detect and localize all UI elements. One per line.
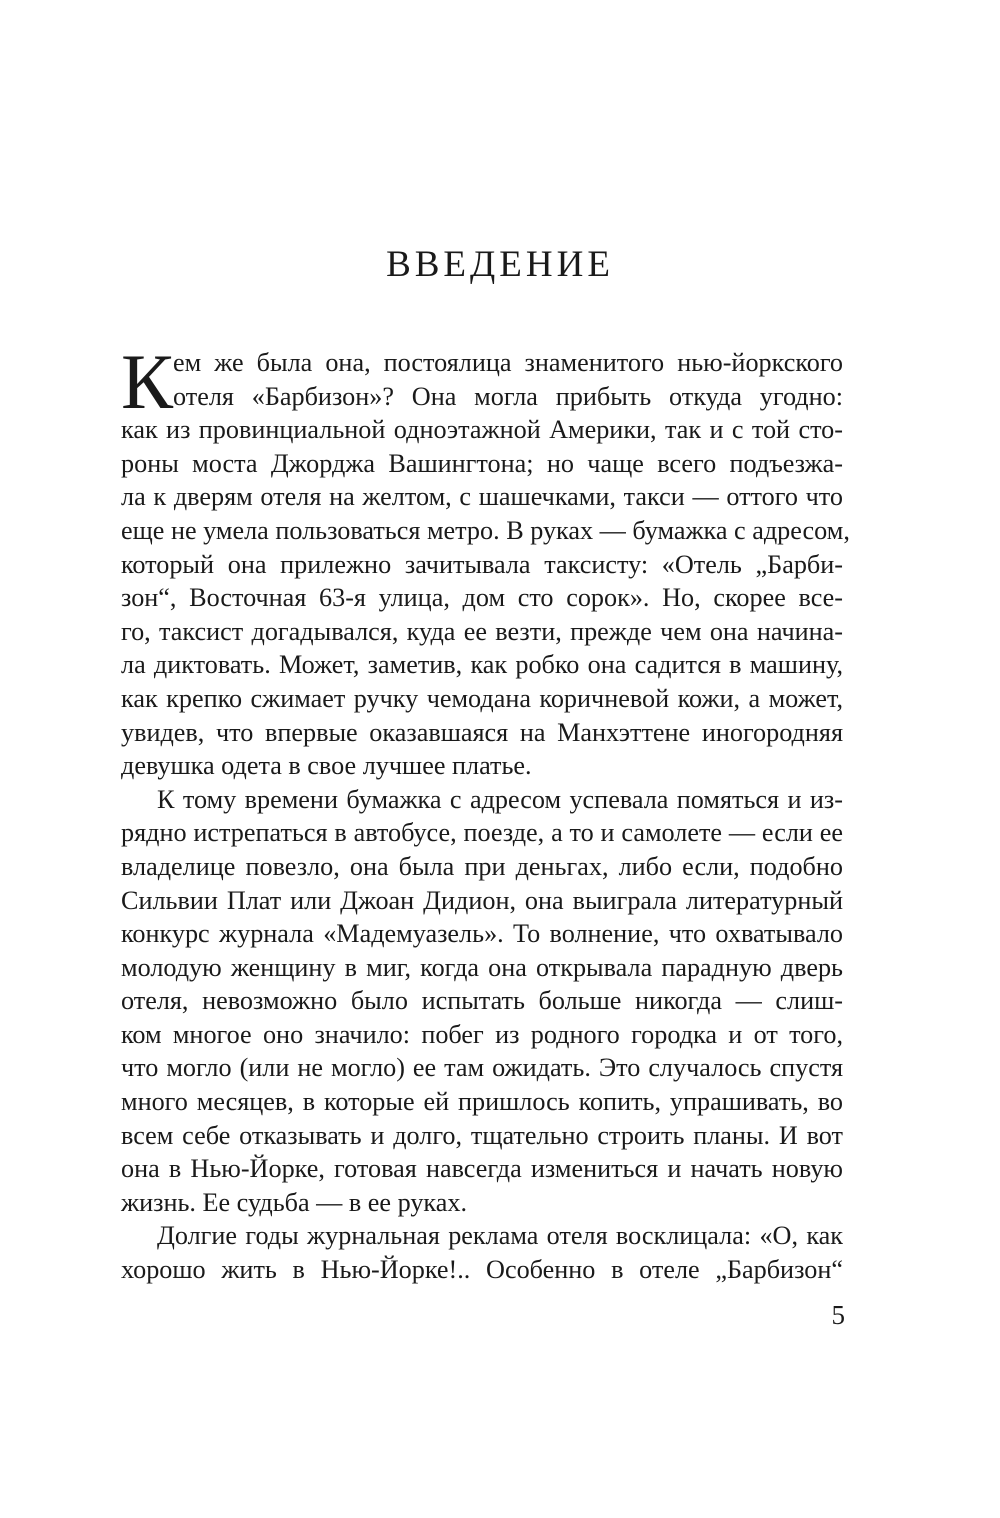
- text-line: хорошо жить в Нью-Йорке!.. Особенно в отеле „Барбизон“: [121, 1255, 843, 1285]
- text-line: К тому времени бумажка с адресом успевала помяться и из-: [157, 784, 843, 814]
- text-line: отеля, невозможно было испытать больше никогда — слиш-: [121, 986, 843, 1016]
- text-line: ем же была она, постоялица знаменитого нью-йоркского: [173, 348, 843, 377]
- text-line: увидев, что впервые оказавшаяся на Манхэттене иногородняя: [121, 717, 843, 747]
- page-number: 5: [831, 1300, 845, 1330]
- text-line: ла к дверям отеля на желтом, с шашечками, такси — оттого что: [121, 482, 843, 512]
- text-line: всем себе отказывать и долго, тщательно строить планы. И вот: [121, 1120, 843, 1150]
- text-line: много месяцев, в которые ей пришлось копить, упрашивать, во: [121, 1087, 843, 1117]
- text-line: Сильвии Плат или Джоан Дидион, она выиграла литературный: [121, 885, 843, 915]
- body-text: [121, 338, 850, 1287]
- paragraph-1: [121, 338, 850, 783]
- text-line: Долгие годы журнальная реклама отеля восклицала: «О, как: [157, 1221, 843, 1251]
- paragraph-2: [121, 783, 843, 1220]
- text-line: роны моста Джорджа Вашингтона; но чаще всего подъезжа-: [121, 448, 843, 478]
- text-line: который она прилежно зачитывала таксисту: «Отель „Барби-: [121, 549, 843, 579]
- chapter-title: ВВЕДЕНИЕ: [386, 244, 614, 285]
- text-line: жизнь. Ее судьба — в ее руках.: [121, 1187, 468, 1217]
- text-line: девушка одета в свое лучшее платье.: [121, 751, 532, 781]
- text-line: го, таксист догадывался, куда ее везти, прежде чем она начина-: [121, 616, 843, 646]
- text-line: она в Нью-Йорке, готовая навсегда измениться и начать новую: [121, 1154, 843, 1184]
- drop-cap: К: [121, 338, 174, 425]
- text-line: ла диктовать. Может, заметив, как робко она садится в машину,: [121, 650, 843, 680]
- text-line: как из провинциальной одноэтажной Америки, так и с той сто-: [121, 415, 843, 445]
- text-line: ком многое оно значило: побег из родного городка и от того,: [121, 1019, 843, 1049]
- paragraph-3: [121, 1219, 843, 1286]
- text-line: зон“, Восточная 63-я улица, дом сто сорок». Но, скорее все-: [121, 583, 843, 613]
- text-line: еще не умела пользоваться метро. В руках — бумажка с адресом,: [121, 515, 850, 545]
- text-line: молодую женщину в миг, когда она открывала парадную дверь: [121, 952, 843, 982]
- text-line: конкурс журнала «Мадемуазель». То волнение, что охватывало: [121, 919, 843, 949]
- text-line: рядно истрепаться в автобусе, поезде, а то и самолете — если ее: [121, 818, 843, 848]
- text-line: отеля «Барбизон»? Она могла прибыть откуда угодно:: [173, 381, 843, 411]
- text-line: что могло (или не могло) ее там ожидать. Это случалось спустя: [121, 1053, 843, 1083]
- text-line: владелице повезло, она была при деньгах, либо если, подобно: [121, 851, 843, 881]
- text-line: как крепко сжимает ручку чемодана коричневой кожи, а может,: [121, 683, 843, 713]
